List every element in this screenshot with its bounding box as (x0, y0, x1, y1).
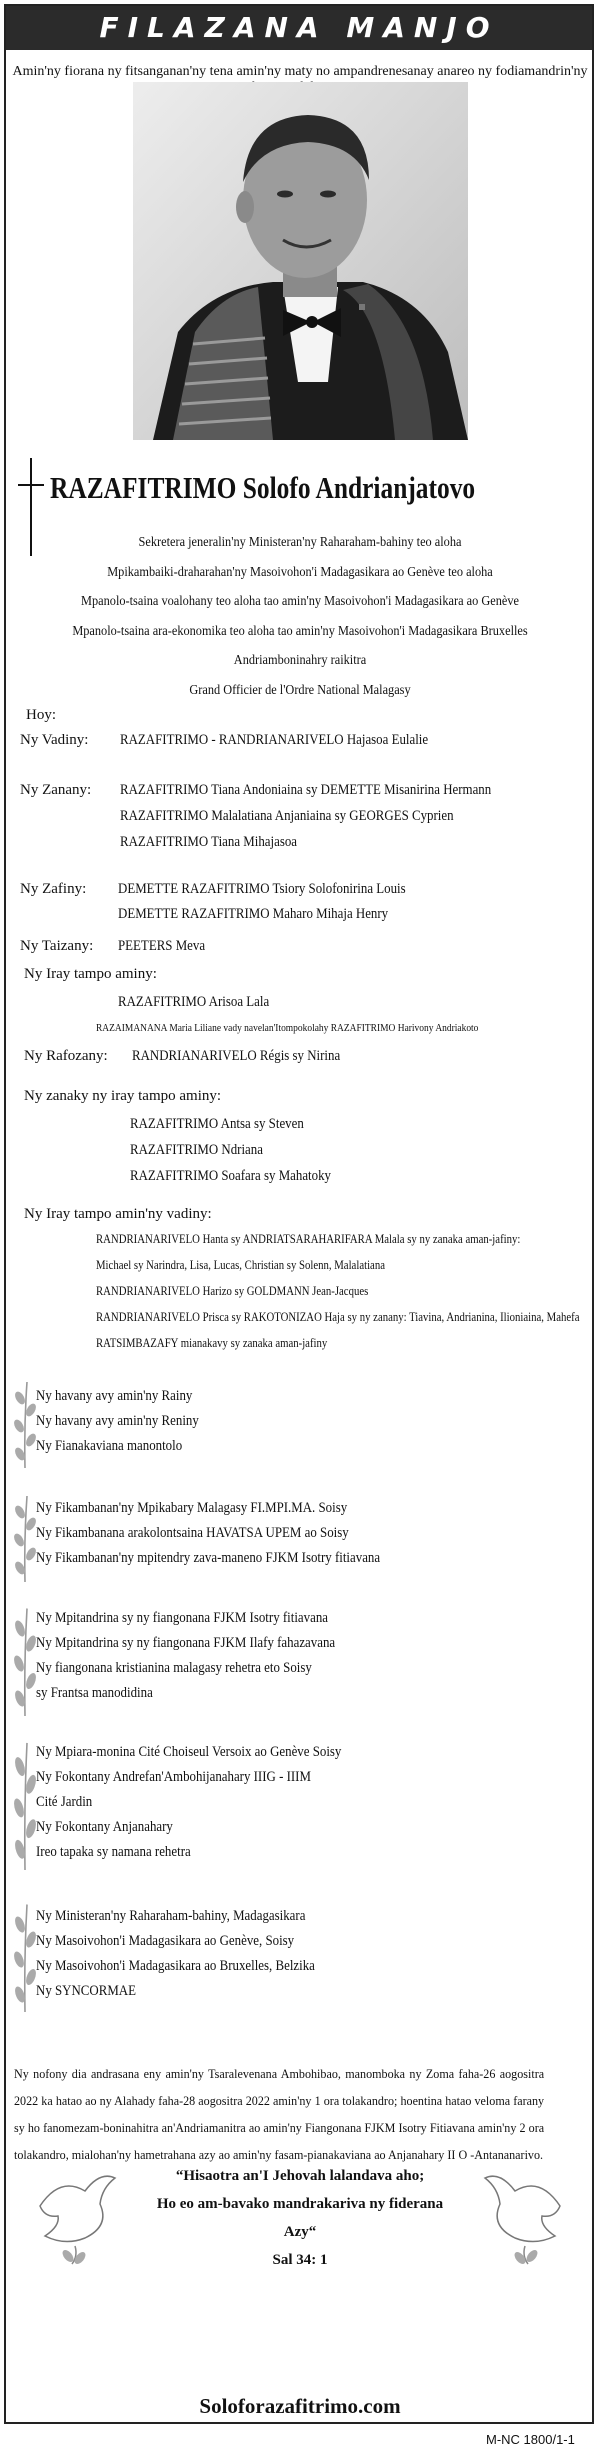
deceased-titles (40, 528, 560, 705)
zanany-label: Ny Zanany: (20, 782, 92, 798)
group-line: sy Frantsa manodidina (36, 1685, 153, 1701)
iray-tampo-line: RAZAIMANANA Maria Liliane vady navelan'Itompokolahy RAZAFITRIMO Harivony Andriakoto (96, 1022, 479, 1034)
group-line: Ny Fianakaviana manontolo (36, 1438, 183, 1454)
intro-text: Amin'ny fiorana ny fitsanganan'ny tena amin'ny maty no ampandrenesanay anareo ny fodiamandrin'ny (12, 64, 588, 79)
group-line: Ny Masoivohon'i Madagasikara ao Bruxelles, Belzika (36, 1958, 315, 1974)
group-line: Ny havany avy amin'ny Rainy (36, 1388, 193, 1404)
group-line: Ny fiangonana kristianina malagasy rehetra eto Soisy (36, 1660, 312, 1676)
olive-branch-icon (14, 1902, 36, 2012)
group-line: Ireo tapaka sy namana rehetra (36, 1844, 191, 1860)
vadiny-label: Ny Vadiny: (20, 732, 89, 748)
group-line: Ny Fokontany Anjanahary (36, 1819, 173, 1835)
group-line: Ny Mpiara-monina Cité Choiseul Versoix ao Genève Soisy (36, 1744, 342, 1760)
portrait-illustration (133, 82, 468, 440)
notice-reference: M-NC 1800/1-1 (486, 2432, 575, 2447)
quote-line: Ho eo am-bavako mandrakariva ny fiderana Azy“ (156, 2196, 444, 2240)
funeral-announcement: Ny nofony dia andrasana eny amin'ny Tsaralevenana Ambohibao, manomboka ny Zoma faha-26 aogositra 2022 ka hatao ao ny Alahady faha-28 aogositra 2022 amin'ny 1 ora tolakandro; hoentina hatao veloma farany sy ho fanomezam-boninahitra an'Andriamanitra ao amin'ny Fiangonana FJKM Isotry Fitiavana amin'ny 2 ora tolakandro, mialohan'ny hametrahana azy ao amin'ny fasam-pianakaviana ao Anjanahary II O -Antananarivo. (14, 2066, 545, 2162)
zanaky-label: Ny zanaky ny iray tampo aminy: (24, 1088, 222, 1104)
zafiny-label: Ny Zafiny: (20, 881, 87, 897)
iray-tampo-vadiny-line: RANDRIANARIVELO Prisca sy RAKOTONIZAO Haja sy ny zanany: Tiavina, Andrianina, Ilioniaina, Mahefa (96, 1310, 580, 1324)
zafiny-line: DEMETTE RAZAFITRIMO Tsiory Solofonirina Louis (118, 881, 406, 897)
group-line: Ny Masoivohon'i Madagasikara ao Genève, Soisy (36, 1933, 295, 1949)
quote-line: “Hisaotra an'I Jehovah lalandava aho; (175, 2168, 425, 2184)
vadiny-name: RAZAFITRIMO - RANDRIANARIVELO Hajasoa Eulalie (120, 732, 429, 748)
iray-tampo-vadiny-line: Michael sy Narindra, Lisa, Lucas, Christian sy Solenn, Malalatiana (96, 1258, 385, 1272)
title-line: Mpanolo-tsaina ara-ekonomika teo aloha tao amin'ny Masoivohon'i Madagasikara Bruxelles (72, 623, 528, 639)
bible-quote (140, 2162, 460, 2274)
iray-tampo-vadiny-line: RANDRIANARIVELO Hanta sy ANDRIATSARAHARIFARA Malala sy ny zanaka aman-jafiny: (96, 1232, 521, 1246)
iray-tampo-line: RAZAFITRIMO Arisoa Lala (118, 994, 270, 1010)
taizany-label: Ny Taizany: (20, 938, 94, 954)
group-line: Ny Fikambanana arakolontsaina HAVATSA UPEM ao Soisy (36, 1525, 349, 1541)
group-line: Ny Fikambanan'ny Mpikabary Malagasy FI.MPI.MA. Soisy (36, 1500, 348, 1516)
zanaky-line: RAZAFITRIMO Soafara sy Mahatoky (130, 1168, 331, 1184)
iray-tampo-label: Ny Iray tampo aminy: (24, 966, 157, 982)
website-link[interactable]: Soloforazafitrimo.com (199, 2394, 401, 2418)
group-line: Ny Fokontany Andrefan'Ambohijanahary IIIG - IIIM (36, 1769, 311, 1785)
zanany-line: RAZAFITRIMO Tiana Mihajasoa (120, 834, 298, 850)
dove-icon (30, 2166, 120, 2266)
group-line: Ny Fikambanan'ny mpitendry zava-maneno FJKM Isotry fitiavana (36, 1550, 381, 1566)
title-line: Andriamboninahry raikitra (233, 653, 367, 668)
iray-tampo-vadiny-line: RANDRIANARIVELO Harizo sy GOLDMANN Jean-Jacques (96, 1284, 369, 1298)
notice-header: FILAZANA MANJO (6, 6, 592, 50)
zanaky-line: RAZAFITRIMO Antsa sy Steven (130, 1116, 304, 1132)
zanany-line: RAZAFITRIMO Malalatiana Anjaniaina sy GEORGES Cyprien (120, 808, 454, 824)
taizany-name: PEETERS Meva (118, 938, 206, 954)
group-line: Cité Jardin (36, 1794, 93, 1810)
zanaky-line: RAZAFITRIMO Ndriana (130, 1142, 263, 1158)
title-line: Mpanolo-tsaina voalohany teo aloha tao amin'ny Masoivohon'i Madagasikara ao Genève (81, 594, 519, 609)
title-line: Grand Officier de l'Ordre National Malagasy (189, 682, 411, 698)
olive-branch-icon (14, 1606, 36, 1716)
dove-icon (480, 2166, 570, 2266)
group-line: Ny Mpitandrina sy ny fiangonana FJKM Ilafy fahazavana (36, 1635, 336, 1651)
title-line: Sekretera jeneralin'ny Ministeran'ny Raharaham-bahiny teo aloha (138, 535, 462, 550)
group-line: Ny Mpitandrina sy ny fiangonana FJKM Isotry fitiavana (36, 1610, 328, 1626)
olive-branch-icon (14, 1740, 36, 1870)
hoy-label: Hoy: (26, 707, 56, 723)
portrait-photo (133, 82, 468, 440)
zanany-line: RAZAFITRIMO Tiana Andoniaina sy DEMETTE Misanirina Hermann (120, 782, 492, 798)
rafozany-name: RANDRIANARIVELO Régis sy Nirina (132, 1048, 341, 1064)
group-line: Ny SYNCORMAE (36, 1983, 136, 1999)
olive-branch-icon (14, 1380, 36, 1468)
olive-branch-icon (14, 1494, 36, 1582)
quote-reference: Sal 34: 1 (272, 2252, 328, 2268)
group-line: Ny Ministeran'ny Raharaham-bahiny, Madagasikara (36, 1908, 306, 1924)
iray-tampo-vadiny-line: RATSIMBAZAFY mianakavy sy zanaka aman-jafiny (96, 1336, 328, 1350)
zafiny-line: DEMETTE RAZAFITRIMO Maharo Mihaja Henry (118, 906, 389, 922)
deceased-name: RAZAFITRIMO Solofo Andrianjatovo (50, 470, 476, 505)
iray-tampo-vadiny-label: Ny Iray tampo amin'ny vadiny: (24, 1206, 212, 1222)
title-line: Mpikambaiki-draharahan'ny Masoivohon'i Madagasikara ao Genève teo aloha (107, 564, 493, 580)
rafozany-label: Ny Rafozany: (24, 1048, 108, 1064)
group-line: Ny havany avy amin'ny Reniny (36, 1413, 199, 1429)
